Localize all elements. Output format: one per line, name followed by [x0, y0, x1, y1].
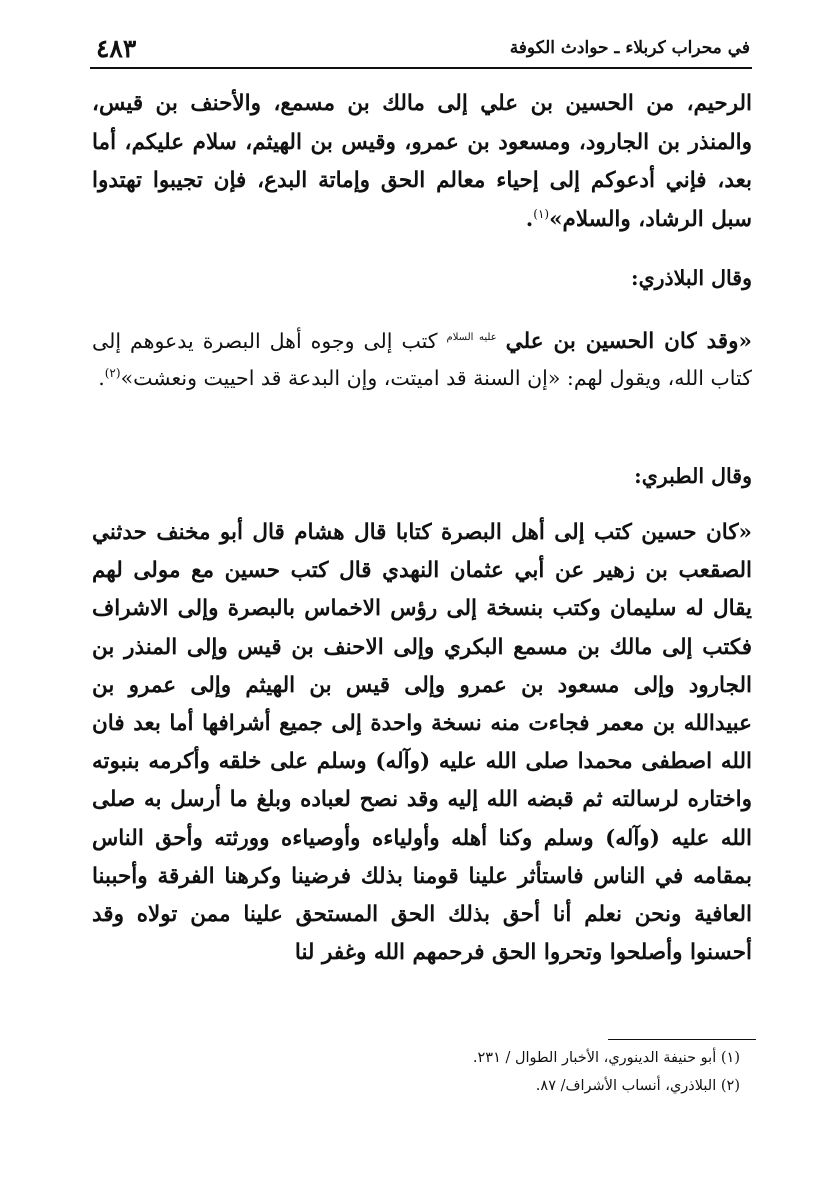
tabari-heading: وقال الطبري:: [634, 464, 752, 488]
footnote-1-number: (١): [720, 1050, 740, 1066]
footnote-rule: [608, 1039, 756, 1040]
letter-paragraph: الرحيم، من الحسين بن علي إلى مالك بن مسمع، والأحنف بن قيس، والمنذر بن الجارود، ومسعود بن عمرو، وقيس بن الهيثم، سلام عليكم، أما بعد، فإني أدعوكم إلى إحياء معالم الحق وإماتة البدع، فإن تجيبوا تهتدوا سبل الرشاد، والسلام»$^{(١)}$.: [92, 91, 752, 232]
baladhuri-quote: «وقد كان الحسين بن علي $^{عليه السلام}$ كتب إلى وجوه أهل البصرة يدعوهم إلى كتاب الله، ويقول لهم: «إن السنة قد اميتت، وإن البدعة قد احييت ونعشت»$^{(٢)}$.: [92, 328, 752, 390]
letter-text: الرحيم، من الحسين بن علي إلى مالك بن مسمع، والأحنف بن قيس، والمنذر بن الجارود، ومسعود بن عمرو، وقيس بن الهيثم، سلام عليكم، أما بعد، فإني أدعوكم إلى إحياء معالم الحق وإماتة البدع، فإن تجيبوا تهتدوا سبل الرشاد، والسلام»: [92, 91, 752, 232]
footnote-2: [536, 1078, 740, 1094]
baladhuri-heading: وقال البلاذري:: [631, 266, 752, 290]
footnote-ref-2: (٢): [104, 366, 121, 380]
footnote-1: [473, 1050, 740, 1066]
footnote-ref-1: (١): [533, 206, 550, 221]
tabari-quote: «كان حسين كتب إلى أهل البصرة كتابا قال هشام قال أبو مخنف حدثني الصقعب بن زهير عن أبي عثمان النهدي قال كتب حسين مع مولى لهم يقال له سليمان وكتب بنسخة إلى رؤس الاخماس بالبصرة وإلى الاشراف فكتب إلى مالك بن مسمع البكري وإلى الاحنف بن قيس وإلى المنذر بن الجارود وإلى مسعود بن عمرو وإلى قيس بن الهيثم وإلى عمرو بن عبيدالله بن معمر فجاءت منه نسخة واحدة إلى جميع أشرافها أما بعد فان الله اصطفى محمدا صلى الله عليه (وآله) وسلم على خلقه وأكرمه بنبوته واختاره لرسالته ثم قبضه الله إليه وقد نصح لعباده وبلغ ما أرسل به صلى الله عليه (وآله) وسلم وكنا أهله وأولياءه وأوصياءه وورثته وأحق الناس بمقامه في الناس فاستأثر علينا قومنا بذلك فرضينا وكرهنا الفرقة وأحببنا العافية ونحن نعلم أنا أحق بذلك الحق المستحق علينا ممن تولاه وقد أحسنوا وأصلحوا وتحروا الحق فرحمهم الله وغفر لنا: [92, 520, 752, 966]
page-number: ٤٨٣: [96, 34, 137, 63]
footnote-1-text: أبو حنيفة الدينوري، الأخبار الطوال / ٢٣١.: [472, 1050, 717, 1066]
header-rule: [90, 67, 752, 69]
footnote-2-text: البلاذري، أنساب الأشراف/ ٨٧.: [535, 1078, 717, 1094]
baladhuri-bold-open: «وقد كان الحسين بن علي: [505, 328, 752, 354]
footnote-2-number: (٢): [720, 1078, 740, 1094]
running-title: في محراب كربلاء ـ حوادث الكوفة: [509, 38, 750, 58]
baladhuri-text: كتب إلى وجوه أهل البصرة يدعوهم إلى كتاب الله، ويقول لهم: «إن السنة قد اميتت، وإن البدعة قد احييت ونعشت»: [92, 328, 752, 390]
honorific-glyph: عليه السلام: [446, 332, 497, 343]
